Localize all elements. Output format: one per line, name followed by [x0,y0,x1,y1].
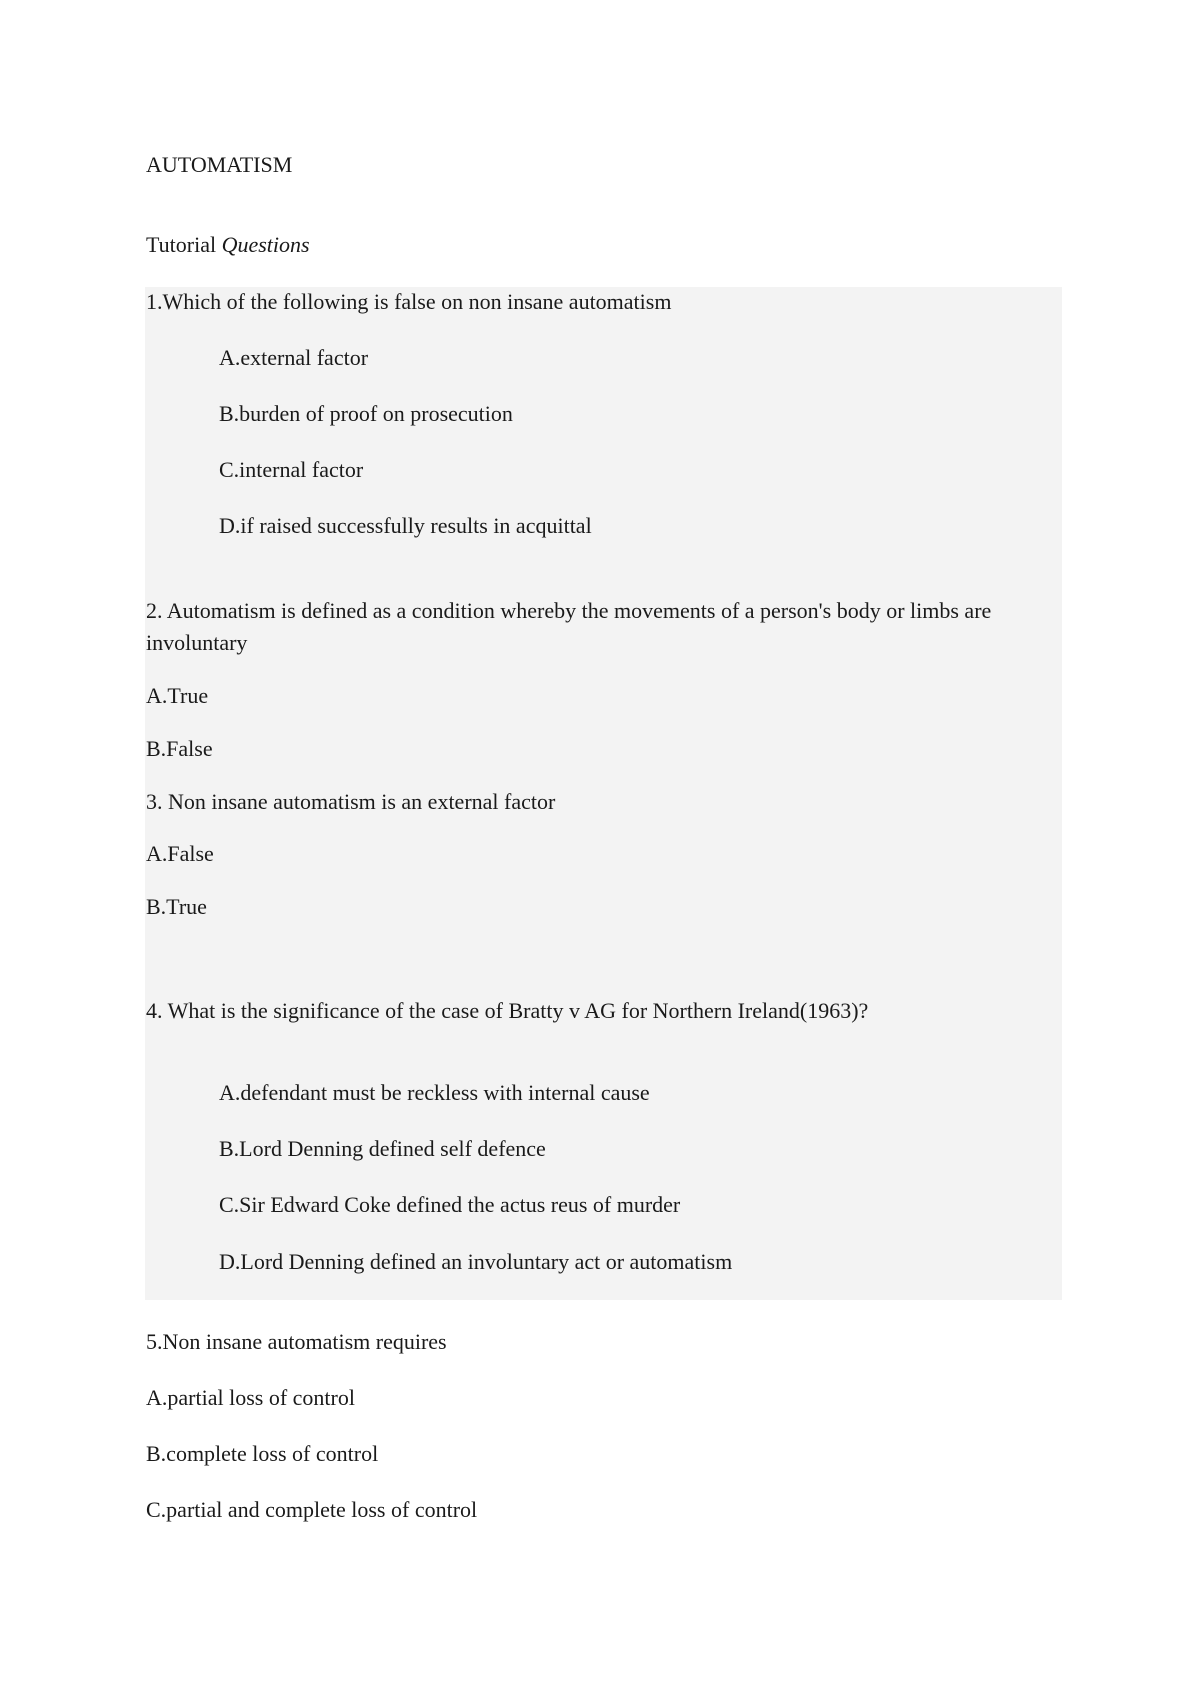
question-1-option-c: C.internal factor [219,457,364,482]
question-1-option-d: D.if raised successfully results in acquittal [219,513,592,538]
question-1-option-b: B.burden of proof on prosecution [219,401,513,426]
question-4-option-b: B.Lord Denning defined self defence [219,1136,546,1161]
question-3-text: 3. Non insane automatism is an external factor [146,789,556,814]
document-subtitle [146,232,310,258]
subtitle-plain: Tutorial [146,232,217,257]
question-5-option-c: C.partial and complete loss of control [146,1497,478,1522]
question-2-option-a: A.True [146,683,209,708]
subtitle-italic: Questions [221,232,310,257]
question-1-option-a: A.external factor [219,345,369,370]
question-3-option-b: B.True [146,894,207,919]
question-4-text: 4. What is the significance of the case of Bratty v AG for Northern Ireland(1963)? [146,998,869,1023]
question-5-option-a: A.partial loss of control [146,1385,355,1410]
question-1-text: 1.Which of the following is false on non insane automatism [146,289,672,314]
question-2-option-b: B.False [146,736,213,761]
question-4-option-a: A.defendant must be reckless with internal cause [219,1080,650,1105]
question-4-option-d: D.Lord Denning defined an involuntary act or automatism [219,1249,733,1274]
question-5-text: 5.Non insane automatism requires [146,1329,447,1354]
question-3-option-a: A.False [146,841,214,866]
document-title: AUTOMATISM [146,152,293,177]
question-2-text: 2. Automatism is defined as a condition whereby the movements of a person's body or limbs are involuntary [146,598,992,655]
question-4-option-c: C.Sir Edward Coke defined the actus reus of murder [219,1192,681,1217]
question-5-option-b: B.complete loss of control [146,1441,379,1466]
